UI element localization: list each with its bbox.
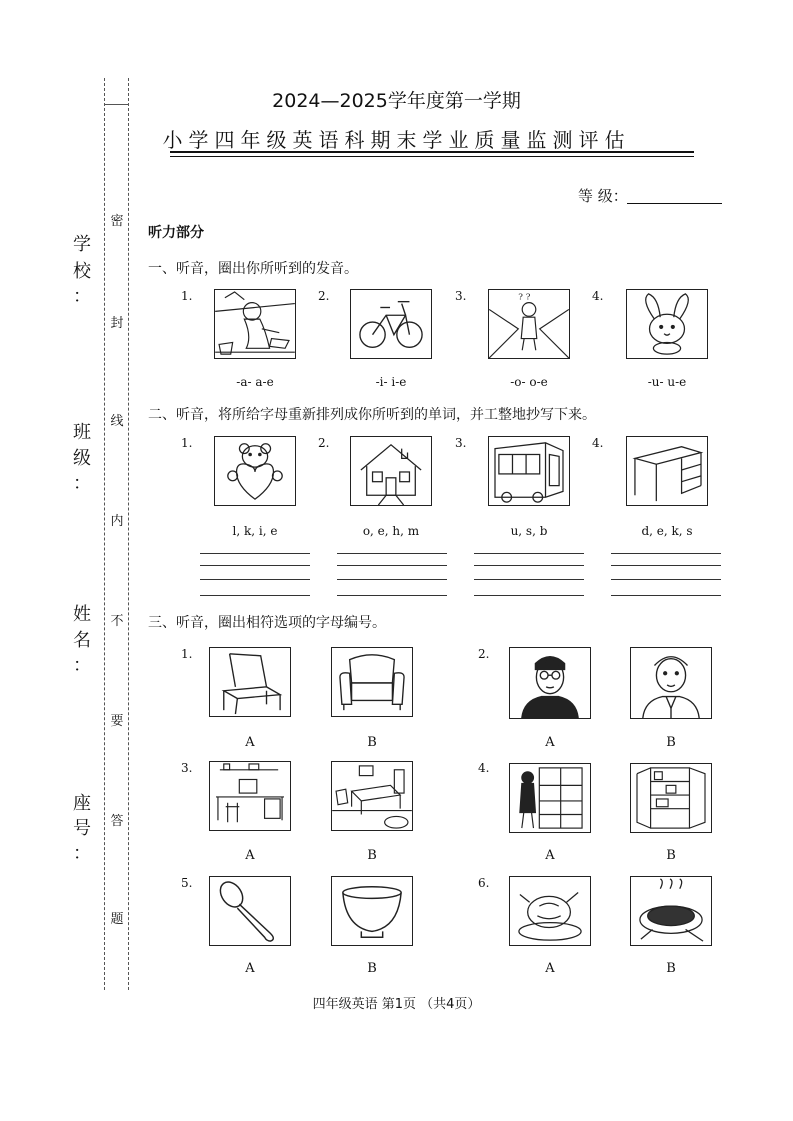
bedroom-picture[interactable] <box>331 761 413 831</box>
part2-q2-number: 2. <box>318 436 330 450</box>
confused-kid-picture <box>488 289 570 359</box>
part3-q1-option-a[interactable]: A <box>245 735 255 750</box>
armchair-picture[interactable] <box>331 647 413 717</box>
part3-q3-option-b[interactable]: B <box>367 848 377 863</box>
boy-cutting-paper-picture <box>214 289 296 359</box>
part3-q6-number: 6. <box>478 876 490 890</box>
seat-label-char-1: 座 <box>73 793 91 814</box>
teddy-bear-heart-picture <box>214 436 296 506</box>
name-label-char-2: 名 <box>73 630 91 651</box>
part1-q2-options[interactable]: -i- i-e <box>375 375 407 389</box>
desk-picture <box>626 436 708 506</box>
margin-dashed-line-outer <box>104 78 105 990</box>
class-label-colon: ： <box>73 473 91 494</box>
person-at-fridge-picture[interactable] <box>509 763 591 833</box>
part2-q4-letters: d, e, k, s <box>641 524 693 538</box>
svg-text:? ?: ? ? <box>518 292 531 303</box>
part2-q2-letters: o, e, h, m <box>362 524 420 538</box>
name-label-char-1: 姓 <box>73 604 91 625</box>
part3-q1-number: 1. <box>181 647 193 661</box>
part2-q1-writing-line[interactable] <box>200 579 310 580</box>
part1-q4-number: 4. <box>592 289 604 303</box>
chair-picture[interactable] <box>209 647 291 717</box>
part2-q3-letters: u, s, b <box>510 524 548 538</box>
part2-q3-writing-line[interactable] <box>474 565 584 566</box>
seat-label-char-2: 号 <box>73 818 91 839</box>
page-footer: 四年级英语 第1页 （共4页） <box>312 997 481 1012</box>
man-with-glasses-picture[interactable] <box>509 647 591 719</box>
part3-q2-option-b[interactable]: B <box>666 735 676 750</box>
part1-q4-options[interactable]: -u- u-e <box>647 375 687 389</box>
part1-instruction: 一、听音，圈出你所听到的发音。 <box>148 261 358 277</box>
part2-q1-letters: l, k, i, e <box>232 524 278 538</box>
part1-q3-options[interactable]: -o- o-e <box>510 375 548 389</box>
bus-picture <box>488 436 570 506</box>
part3-q2-option-a[interactable]: A <box>545 735 555 750</box>
part2-q1-writing-line[interactable] <box>200 565 310 566</box>
part2-q1-writing-line[interactable] <box>200 553 310 554</box>
part2-q3-writing-line[interactable] <box>474 595 584 596</box>
part3-q1-option-b[interactable]: B <box>367 735 377 750</box>
exam-subject-title: 小学四年级英语科期末学业质量监测评估 <box>162 128 631 152</box>
seal-char: 封 <box>107 312 127 331</box>
part2-q3-writing-line[interactable] <box>474 579 584 580</box>
part2-instruction: 二、听音，将所给字母重新排列成你所听到的单词，并工整地抄写下来。 <box>148 407 596 423</box>
house-picture <box>350 436 432 506</box>
part3-instruction: 三、听音，圈出相符选项的字母编号。 <box>148 615 386 631</box>
roast-chicken-picture[interactable] <box>509 876 591 946</box>
study-room-picture[interactable] <box>209 761 291 831</box>
part1-q2-number: 2. <box>318 289 330 303</box>
grade-blank[interactable] <box>627 203 722 204</box>
part2-q1-writing-line[interactable] <box>200 595 310 596</box>
steak-picture[interactable] <box>630 876 712 946</box>
part2-q4-writing-line[interactable] <box>611 565 721 566</box>
title-rule-thin <box>170 156 694 157</box>
bunny-picture <box>626 289 708 359</box>
name-label-colon: ： <box>73 655 91 676</box>
part3-q3-number: 3. <box>181 761 193 775</box>
class-label-char-1: 班 <box>73 422 91 443</box>
seal-char: 答 <box>107 810 127 829</box>
seal-char: 要 <box>107 710 127 729</box>
exam-term-title: 2024—2025学年度第一学期 <box>272 90 521 112</box>
part2-q4-writing-line[interactable] <box>611 553 721 554</box>
man-in-suit-picture[interactable] <box>630 647 712 719</box>
part3-q6-option-a[interactable]: A <box>545 961 555 976</box>
seat-label-colon: ： <box>73 843 91 864</box>
part2-q2-writing-line[interactable] <box>337 595 447 596</box>
seal-char: 题 <box>107 908 127 927</box>
seal-char: 不 <box>107 610 127 629</box>
spoon-picture[interactable] <box>209 876 291 946</box>
bicycle-picture <box>350 289 432 359</box>
title-rule-thick <box>170 151 694 153</box>
open-fridge-picture[interactable] <box>630 763 712 833</box>
part2-q1-number: 1. <box>181 436 193 450</box>
listening-section-title: 听力部分 <box>148 225 204 241</box>
part2-q2-writing-line[interactable] <box>337 553 447 554</box>
margin-dashed-line-inner <box>128 78 129 990</box>
seal-char: 内 <box>107 510 127 529</box>
school-label-char-2: 校 <box>73 261 91 282</box>
school-label-colon: ： <box>73 286 91 307</box>
seal-char: 线 <box>107 410 127 429</box>
seal-char: 密 <box>107 210 127 229</box>
part3-q2-number: 2. <box>478 647 490 661</box>
part1-q1-number: 1. <box>181 289 193 303</box>
part3-q3-option-a[interactable]: A <box>245 848 255 863</box>
part2-q2-writing-line[interactable] <box>337 579 447 580</box>
class-label-char-2: 级 <box>73 448 91 469</box>
part2-q4-number: 4. <box>592 436 604 450</box>
part2-q2-writing-line[interactable] <box>337 565 447 566</box>
part2-q3-number: 3. <box>455 436 467 450</box>
part2-q4-writing-line[interactable] <box>611 595 721 596</box>
part3-q5-option-a[interactable]: A <box>245 961 255 976</box>
part3-q4-number: 4. <box>478 761 490 775</box>
part3-q4-option-b[interactable]: B <box>666 848 676 863</box>
part1-q3-number: 3. <box>455 289 467 303</box>
part2-q4-writing-line[interactable] <box>611 579 721 580</box>
grade-label: 等 级： <box>578 187 628 205</box>
part3-q5-number: 5. <box>181 876 193 890</box>
part3-q6-option-b[interactable]: B <box>666 961 676 976</box>
part2-q3-writing-line[interactable] <box>474 553 584 554</box>
school-label-char-1: 学 <box>73 234 91 255</box>
part3-q4-option-a[interactable]: A <box>545 848 555 863</box>
bowl-picture[interactable] <box>331 876 413 946</box>
part1-q1-options[interactable]: -a- a-e <box>236 375 274 389</box>
part3-q5-option-b[interactable]: B <box>367 961 377 976</box>
